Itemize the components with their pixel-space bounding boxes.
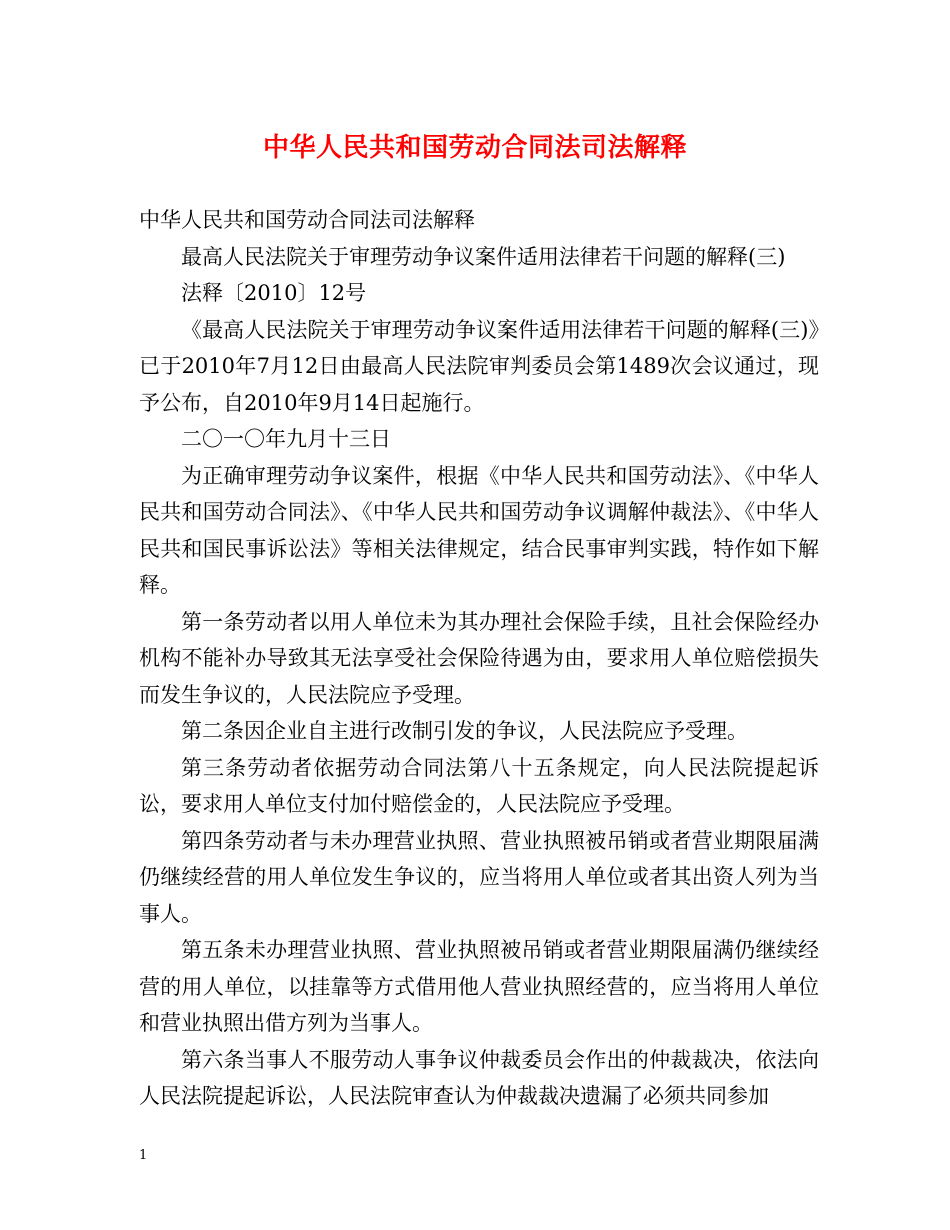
document-title: 中华人民共和国劳动合同法司法解释 (262, 133, 687, 163)
paragraph-date: 二〇一〇年九月十三日 (181, 427, 391, 451)
paragraph-interpretation-title: 最高人民法院关于审理劳动争议案件适用法律若干问题的解释(三) (181, 244, 786, 269)
paragraph-preamble: 为正确审理劳动争议案件，根据《中华人民共和国劳动法》、《中华人民共和国劳动合同法》、《中华人民共和国劳动争议调解仲裁法》、《中华人民共和国民事诉讼法》等相关法律规定，结合民事审判实践，特作如下解释。 (139, 463, 819, 597)
document-body (139, 202, 819, 1115)
paragraph-article-6: 第六条当事人不服劳动人事争议仲裁委员会作出的仲裁裁决，依法向人民法院提起诉讼，人民法院审查认为仲裁裁决遗漏了必须共同参加 (139, 1047, 819, 1108)
page-number: 1 (139, 1148, 148, 1163)
paragraph-heading: 中华人民共和国劳动合同法司法解释 (139, 208, 475, 232)
paragraph-article-2: 第二条因企业自主进行改制引发的争议，人民法院应予受理。 (181, 719, 748, 743)
paragraph-document-number: 法释〔2010〕12号 (181, 281, 367, 305)
paragraph-article-5: 第五条未办理营业执照、营业执照被吊销或者营业期限届满仍继续经营的用人单位，以挂靠等方式借用他人营业执照经营的，应当将用人单位和营业执照出借方列为当事人。 (139, 938, 819, 1035)
paragraph-article-4: 第四条劳动者与未办理营业执照、营业执照被吊销或者营业期限届满仍继续经营的用人单位发生争议的，应当将用人单位或者其出资人列为当事人。 (139, 828, 819, 926)
paragraph-announcement: 《最高人民法院关于审理劳动争议案件适用法律若干问题的解释(三)》已于2010年7月12日由最高人民法院审判委员会第1489次会议通过，现予公布，自2010年9月14日起施行。 (139, 317, 819, 415)
paragraph-article-3: 第三条劳动者依据劳动合同法第八十五条规定，向人民法院提起诉讼，要求用人单位支付加付赔偿金的，人民法院应予受理。 (139, 755, 819, 816)
paragraph-article-1: 第一条劳动者以用人单位未为其办理社会保险手续，且社会保险经办机构不能补办导致其无法享受社会保险待遇为由，要求用人单位赔偿损失而发生争议的，人民法院应予受理。 (139, 609, 819, 707)
